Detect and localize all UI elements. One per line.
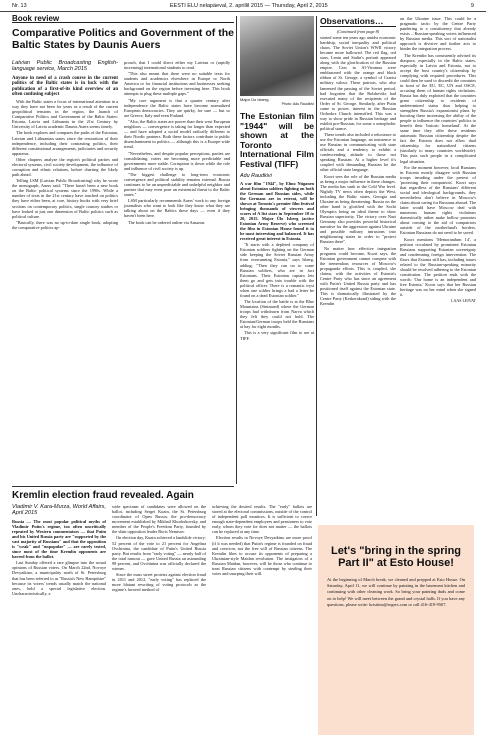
paragraph: "My core argument is that a quarter century after independence the Baltic states have become normalized European democracies. They are quirky, for sure — but so are Greece, Italy and even Finland. [124,97,230,118]
section-label: Book review [12,16,234,23]
kremlin-lead: Russia — The most popular political myths of Vladimir Putin's regime, too often uncritically repeated by Western commentators — that Putin and his United Russia party are "supported by the vast majority of Russians" and that the opposition is "weak" and "unpopular" — are rarely tested, since most of the time Kremlin opponents are barred from the ballot. [12,518,106,560]
column-divider [236,16,237,484]
paragraph: The Kremlin has consistently advised its diaspora, especially in the Baltic states, especially in Latvia and Estonia, not to accept the host country's citizenship by complying with required procedures. This could then be used to discredit the countries in front of the EU, EC, UN and OSCE, accusing them of human rights violations. Russia has duly exploited that the countries grant citizenship to residents of undetermined status thus helping to strengthen Russia's expansionist plans by boosting these increasing the ability of the people to influence the countries' politics to benefit their 'historic homeland'. At the same time they offer these residents automatic Russian citizenship despite the fact the Estonia does not allow dual citizenship for naturalized citizens (similarly to many countries worldwide). This puts such people in a complicated legal situation. [400,52,476,164]
paragraph: on the Ukraine issue. This could be a pragmatic tactic by the Centre Party pandering to a constituency that already exists – Russian-speaking voters influenced by Russian media. This sort of nationalist approach is divisive and further acts to hinder the integration process. [400,16,476,52]
paragraph: "Also, the Baltic states are poorer than their west European neighbors — convergence is taking far longer than expected — and have adopted a social model radically different to their Nordic partners. Both these factors contribute to public disenchantment in politics — although this is a Europe-wide trend. [124,119,230,150]
paragraph: "It starts with a depleted company of Estonian soldiers fighting on the German side keeping the Soviet Russian Army from overrunning Estonia," says Isberg, adding, "Then they run on to some Russian soldiers, who are in fact Estonians. Their Estonian captain lets them go and gets into trouble with the political officer. There is a romantic tryst when one soldier brings a bad a letter he found on a dead Estonian soldier." [240,242,314,298]
paragraph: This is a very significant film to see at TIFF. [240,330,314,341]
book-review-col-2 [124,60,230,226]
paragraph: Telling LSM (Latvian Public Broadcasting) why he wrote the monograph, Auers said: "There hasn't been a new book on the Baltic political systems since the 1990s. While a number of texts in the 21st century have touched on politics they have either been, at core, history books with very brief sections on contemporary politics, single country studies or have looked at just one dimension of Baltic politics such as political culture. [12,178,118,219]
column-divider [316,16,317,516]
book-review-title: Comparative Politics and Government of the Baltic States by Daunis Auers [12,27,234,52]
book-review-lead: Anyone in need of a crash course in the current politics of the Baltic states is in luck with the publication of a first-of-its kind overview of an often confusing subject [12,75,118,98]
paragraph: With the Baltic states a focus of international attention in a way they have not been for years as a result of the current geopolitical tensions in the region, the launch of Comparative Politics and Government of the Baltic States: Estonia, Latvia and Lithuania in the 21st Century by University of Latvia academic Daunis Auers seems timely. [12,99,118,130]
film-lead: A war film "1944", by Elmo Nüganen about Estonian soldiers fighting on both the German and Russian sides, while the Germans are in retreat, will be shown at Toronto's premier film festival bringing thousands of viewers and scores of A list stars in September 10 to 20, 2015. Major Ülo Isberg (active Estonian Army Reserve) who screened the film in Estonian House found it to be most interesting and balanced. It has received great interest in Estonia. [240,180,314,242]
paragraph: The book explores and compares the paths of the Estonian, Latvian and Lithuanian states since the restoration of their independence, including their contrasting politics, their different constitutional arrangements, judiciaries and security apparatus. [12,130,118,156]
film-article [240,112,314,342]
continued-note: (Continued from page 8) [336,29,380,34]
page-header [0,0,486,12]
photo-caption: Major Üo Isberg. [240,97,270,102]
kremlin-col-3 [212,504,312,577]
paragraph: On election day, Kuzin achieved a landslide victory: 52 percent of the vote to 21 percent for Angelina Ovchinina, the candidate of Putin's United Russia party. But results from "early voting" — nearly half of the total turnout — gave United Russia an astounding 98 percent, and Ovchinina was officially declared the winner. [112,535,206,571]
observations-col-1 [320,16,396,307]
film-byline: Adu Raudkivi [240,172,272,179]
photo-caption-block [240,97,314,107]
kremlin-col-2 [112,504,206,593]
paragraph: Other chapters analyze the region's political parties and electoral systems, civil society development, the influence of corruption and ethnic relations, before charting the likely path ahead. [12,156,118,178]
paper-dateline: EESTI ELU nelapäeval, 2. aprillil 2015 — Thursday, April 2, 2015 [169,2,328,9]
paragraph: "Basically, there was no up-to-date single book, adopting the comparative politics ap- [12,219,118,230]
paragraph: For the moment however, local Russians in Estonia mostly disagree with Russian troops invading under the pretext of 'protecting their compatriots'. Koort says that regardless of the Russians' different social and ideological backgrounds, they nevertheless don't believe in Moscow's claim about caring for Russians abroad. The latter would have Moscow deal with numerous human rights violations domestically rather make hollow promises about coming to the aid of compatriots outside of the motherland's borders. Estonian Russians do not need to be saved. [400,164,476,236]
esto-house-body: At the beginning of March break, we cleaned and prepped at Esto House. On Saturday, April 11, we will continue by painting in the basement kitchen and continuing with other cleaning work. So bring your painting duds and come on to help! We will meet between the grand and crystal halls. If you have any questions, please write: kristiina@rogers.com or call 416-419-9507. [327,577,465,607]
major-isberg-photo [240,16,314,96]
paragraph: Since the mass street protests against election fraud in 2011 and 2012, "early voting" has replaced the more blatant rewriting of voting protocols as the regime's favored method of [112,571,206,593]
author-signature: LAAS LEIVAT [451,298,476,304]
paragraph: Koort sees the role of the Russian media as being a major influence in these changes. The media has sunk to the Cold War level. Nightly TV news often depicts the West, including the Baltic states, Georgia and Ukraine as being threatening. Russia on the other hand is glorified with the Sochi Olympics being an ideal theme to show Russian superiority. The victory over Nazi Germany also provides powerful historical narrative for the aggression against Ukraine and possible military intrusions into neighbouring states in order to "protect Russian there". [320,173,396,245]
paragraph: The book can be ordered online via Amazon. [128,219,206,225]
kremlin-byline: Vladimir V. Kara-Murza, World Affairs, April 2015 [12,504,106,517]
paragraph: started some ten years ago amidst economic hardship, social inequality and political chaos. The Soviet Union's WWII victory became more hallowed. The red flag, red stars, Lenin and Stalin's portrait appeared along with the glorification of the Russian empire. Cars in Al-Virumaa were emblazoned with the orange and black ribbon of St. George, a symbol of Czarist military valour. These patriots, who also lamented the passing of the Soviet period, had forgotten that the Bolsheviks had executed many of the recipients of the Order of St. George. Similarly, after Putin came to power, interest in the Russian Orthodox Church intensified. This was a way to show pride in Russian heritage and exhibit pro-Russian, for some a xenophobic political stance. [320,35,396,131]
paragraph: No matter how effective integration programs could become, Koort says, the Estonian government cannot compete with the tremendous resources of Moscow's propaganda efforts. This is coupled, she claims, with the activities of Estonia's Centre Party who has since an agreement with Putin's United Russia party and has positioned itself against the Estonian state. This is dramatically illustrated by the Centre Party (Keskerakond) siding with the Kremlin [320,245,396,307]
paragraph: Koort mentions 'Memorandum 14', a petition circulated by prominent Estonian Russians supporting Estonian sovereignty and condemning foreign intervention. The flaws that Estonia still has, including issues related to the Russian-speaking minority should be resolved adhering to the Estonian constitution. The petition ends with the words: 'Our home is an independent and free Estonia.' Koort says that her Russian heritage was no her mind when she signed it. [400,236,476,298]
observations-col-2 [400,16,476,303]
photo-credit: Photo: Adu Raudkivi [281,102,314,106]
book-review-byline: Latvian Public Broadcasting English-language service, March 2015 [12,60,118,73]
esto-house-title: Let's "bring in the spring Part II" at Esto House! [330,545,462,569]
paragraph: wide spectrum of candidates were allowed on the ballot, including Sergei Kuzin, the St. Petersburg coordinator of Open Russia, the pro-democracy movement established by Mikhail Khodorkovsky, and member of the People's Freedom Party, founded by the slain opposition leader Boris Nemtsov. [112,504,206,535]
observations-title: Observations… [320,16,396,27]
kremlin-col-1 [12,504,106,597]
paragraph: "Nevertheless, and despite popular perceptions, parties are consolidating, voters are becoming more predictable and governments more stable. Corruption is down while the role and influence of civil society is up. [124,150,230,171]
paragraph: The location of the battle is at the Blue Mountains (Sinimaed) where the German troops had withdrawn from Narva which they felt they could not hold. The Estonian/German troops held the Russians at bay for eight months. [240,299,314,330]
film-title: The Estonian film "1944" will be shown at the Toronto International Film Festival (TIFF) [240,111,314,169]
paragraph: These trends also included a reluctance to use the Estonian language, an insistence to use Russian in communicating with state officials and a tendency to exhibit a condescending attitude to those not speaking Russian. At a higher level it's coupled with demanding Russian be the other official state language. [320,132,396,173]
paragraph: Election results in Novoye Devyatkino are more proof (if it was needed) that Putin's regime is founded on fraud and coercion, not the free will of Russian citizens. The Kremlin likes to accuse its opponents of preparing a Ukrainian-style Maidan revolution. The instigators of a Russian Maidan, however, will be those who continue to treat Russian citizens with contempt by stealing their votes and usurping their will. [212,535,312,576]
paragraph: proach, that I could direct either my Latvian or (rapidly increasing) international students to read. [124,60,230,71]
paragraph: achieving the desired results. The "early" ballots are stored at the electoral commissions, outside of the control of independent poll monitors. It is sufficient to coerce enough state-dependent employees and pensioners to vote early, whom they vote for does not matter — the ballots can be replaced at any time. [212,504,312,535]
esto-house-notice [318,525,474,735]
paragraph: "This also meant that there were no suitable texts for students and academics elsewhere in Europe or North America or for financial institutions and businesses seeking background on the region before investing here. This book attempts to plug these multiple gaps." [124,71,230,97]
paragraph: "The biggest challenge to long-term economic convergence and political stability remains external. Russia continues to be an unpredictable and unhelpful neighbor and partner that may even pose an existential threat to the Baltic states." [124,171,230,198]
kremlin-header [12,490,312,502]
page-number: 9 [470,2,474,9]
book-review-header [12,16,234,51]
kremlin-title: Kremlin election fraud revealed. Again [12,490,194,501]
paragraph: LSM particularly recommends Auers' work to any foreign journalists who want to look like they know what they are talking about on the Baltics these days — even if they haven't been here. [124,198,230,219]
book-review-col-1 [12,60,118,231]
issue-number: Nr. 13 [12,2,27,9]
paragraph: Last Sunday offered a rare glimpse into the actual opinions of Russian voters. On March 22nd, Novoye Devyatkino, a municipality north of St. Petersburg that has been referred to as "Russia's New Hampshire" because its voters' trends usually match the national ones, held a special legislative election. Uncharacteristically, a [12,560,106,596]
section-rule [12,486,234,487]
